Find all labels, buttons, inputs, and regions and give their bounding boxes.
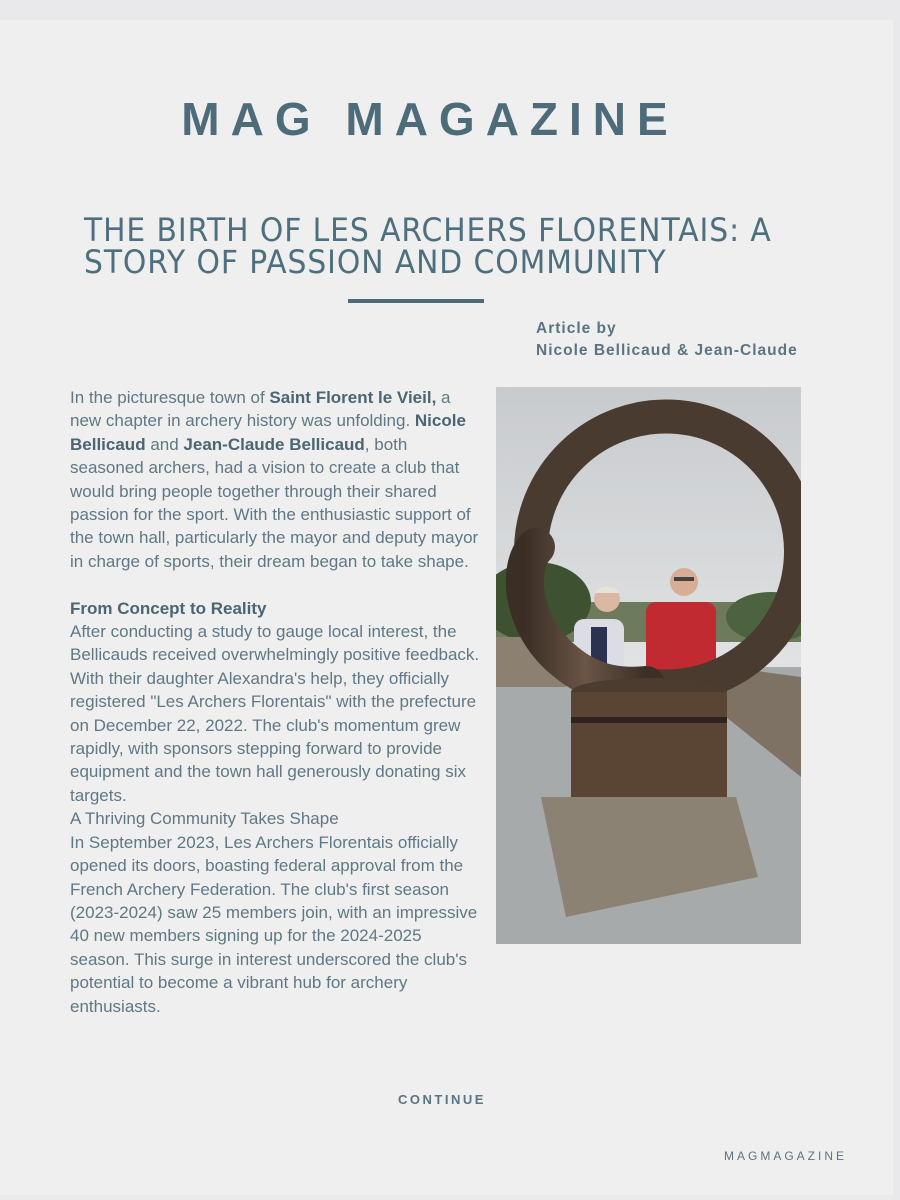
article-title — [84, 211, 772, 281]
article-title-line-1: THE BIRTH OF LES ARCHERS FLORENTAIS: A — [84, 211, 772, 249]
section-paragraph: After conducting a study to gauge local interest, the Bellicauds received overwhelmingly positive feedback. With their daughter Alexandra's help, they officially registered "Les Archers Florentais" with the prefecture on December 22, 2022. The club's momentum grew rapidly, with sponsors stepping forward to provide equipment and the town hall generously donating six targets. — [70, 622, 480, 805]
photo-illustration — [496, 387, 801, 944]
town-name: Saint Florent le Vieil, — [269, 388, 437, 407]
section-heading: A Thriving Community Takes Shape — [70, 809, 339, 829]
article-title-line-2: STORY OF PASSION AND COMMUNITY — [84, 243, 667, 281]
magazine-page — [0, 20, 893, 1195]
text-run: a new chapter in archery history was unfolding. — [70, 388, 451, 431]
article-photo — [496, 387, 801, 944]
byline-authors: Nicole Bellicaud & Jean-Claude — [536, 342, 798, 359]
intro-paragraph — [70, 386, 480, 573]
text-run: In the picturesque town of — [70, 388, 270, 407]
article-body — [70, 386, 480, 1018]
title-divider — [348, 299, 484, 303]
founder-name: Jean-Claude Bellicaud — [183, 434, 365, 454]
text-run: , both seasoned archers, had a vision to create a club that would bring people together through their shared passion for the sport. With the enthusiastic support of the town hall, particularly the mayor and deputy mayor in charge of sports, their dream began to take shape. — [70, 434, 479, 571]
byline — [536, 318, 798, 362]
text-run: and — [145, 434, 184, 454]
byline-label: Article by — [536, 320, 617, 337]
footer-brand: MAGMAGAZINE — [724, 1149, 848, 1163]
masthead: MAG MAGAZINE — [181, 93, 679, 145]
continue-link[interactable]: CONTINUE — [398, 1092, 486, 1107]
paragraph-spacer — [70, 573, 480, 596]
section-paragraph: In September 2023, Les Archers Florentais officially opened its doors, boasting federal approval from the French Archery Federation. The club's first season (2023-2024) saw 25 members join, with an impressive 40 new members signing up for the 2024-2025 season. This surge in interest underscored the club's potential to become a vibrant hub for archery enthusiasts. — [70, 832, 478, 1016]
section-heading-text: From Concept to Reality — [70, 598, 267, 618]
founder-name: Nicole Bellicaud — [70, 411, 466, 454]
section-heading — [70, 597, 480, 620]
